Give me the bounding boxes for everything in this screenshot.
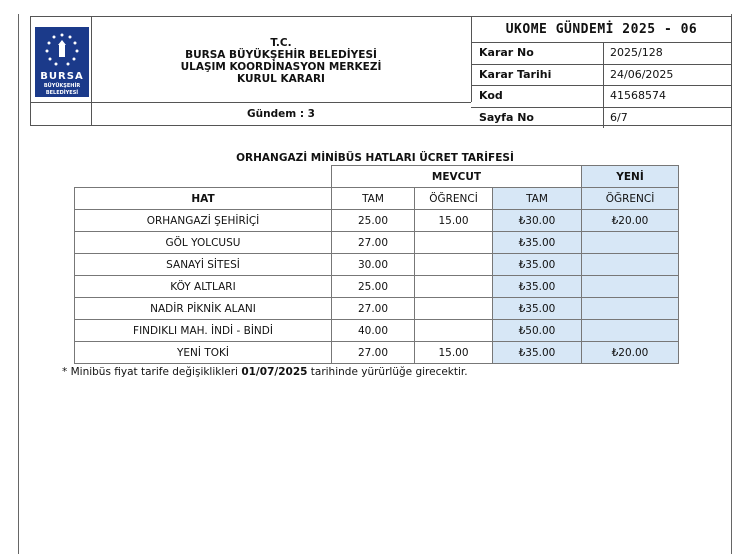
title-cell [91,17,472,102]
group-new: YENİ [582,166,679,188]
info-row-kod [471,86,732,108]
logo-subtitle-1: BÜYÜKŞEHİR [43,83,81,89]
cell-hat: SANAYİ SİTESİ [75,254,332,276]
document-header [30,16,732,126]
cell-ogrenci [415,320,493,342]
title-board: KURUL KARARI [237,73,325,85]
col-header-ogrenci: ÖĞRENCİ [415,188,493,210]
empty-corner [75,166,332,188]
col-header-new-tam: TAM [493,188,582,210]
footnote-suffix: tarihinde yürürlüğe girecektir. [307,366,468,378]
cell-hat: FINDIKLI MAH. İNDİ - BİNDİ [75,320,332,342]
info-label: Sayfa No [479,110,534,124]
tariff-table-title: ORHANGAZİ MİNİBÜS HATLARI ÜCRET TARİFESİ [236,152,514,164]
cell-new-tam: ₺30.00 [493,210,582,232]
cell-new-ogrenci: ₺20.00 [582,342,679,364]
table-group-header [75,166,679,188]
tariff-table [74,165,679,364]
table-row [75,254,679,276]
cell-tam: 27.00 [332,298,415,320]
cell-new-tam: ₺35.00 [493,254,582,276]
col-header-hat: HAT [75,188,332,210]
table-row [75,320,679,342]
table-row [75,232,679,254]
table-row [75,276,679,298]
cell-hat: KÖY ALTLARI [75,276,332,298]
cell-tam: 25.00 [332,276,415,298]
group-current: MEVCUT [332,166,582,188]
cell-ogrenci [415,298,493,320]
table-row [75,342,679,364]
col-header-new-ogrenci: ÖĞRENCİ [582,188,679,210]
cell-new-tam: ₺50.00 [493,320,582,342]
cell-hat: GÖL YOLCUSU [75,232,332,254]
cell-tam: 25.00 [332,210,415,232]
info-value: 2025/128 [603,43,731,64]
info-value: 6/7 [603,108,731,129]
info-label: Kod [479,89,503,102]
info-value: 41568574 [603,86,731,107]
cell-ogrenci [415,232,493,254]
stars-emblem-icon [43,31,81,69]
cell-ogrenci [415,276,493,298]
info-row-karar-tarihi [471,65,732,87]
cell-new-tam: ₺35.00 [493,342,582,364]
cell-ogrenci: 15.00 [415,210,493,232]
title-center: ULAŞIM KOORDİNASYON MERKEZİ [180,61,382,73]
cell-new-ogrenci [582,276,679,298]
footnote-prefix: * Minibüs fiyat tarife değişiklikleri [62,366,242,378]
bursa-logo [35,27,89,97]
cell-new-tam: ₺35.00 [493,298,582,320]
cell-new-ogrenci [582,232,679,254]
cell-new-ogrenci [582,320,679,342]
logo-name: BURSA [40,71,84,82]
logo-subtitle-2: BELEDİYESİ [45,90,79,96]
cell-ogrenci: 15.00 [415,342,493,364]
table-row [75,298,679,320]
info-label: Karar No [479,46,534,59]
cell-new-tam: ₺35.00 [493,276,582,298]
under-logo-cell [31,102,92,126]
col-header-tam: TAM [332,188,415,210]
cell-new-tam: ₺35.00 [493,232,582,254]
title-tc: T.C. [270,37,292,49]
cell-tam: 30.00 [332,254,415,276]
cell-tam: 27.00 [332,232,415,254]
info-row-karar-no [471,43,732,65]
info-label: Karar Tarihi [479,67,552,81]
info-row-sayfa-no [471,108,732,129]
cell-hat: NADİR PİKNİK ALANI [75,298,332,320]
cell-hat: YENİ TOKİ [75,342,332,364]
table-row [75,210,679,232]
cell-new-ogrenci [582,298,679,320]
footnote [62,366,468,378]
logo-cell [31,17,92,102]
footnote-date: 01/07/2025 [241,366,308,378]
agenda-title: UKOME GÜNDEMİ 2025 - 06 [471,17,732,43]
cell-new-ogrenci [582,254,679,276]
cell-hat: ORHANGAZİ ŞEHİRİÇİ [75,210,332,232]
cell-ogrenci [415,254,493,276]
title-municipality: BURSA BÜYÜKŞEHİR BELEDİYESİ [185,49,377,61]
cell-tam: 27.00 [332,342,415,364]
cell-new-ogrenci: ₺20.00 [582,210,679,232]
table-column-header [75,188,679,210]
agenda-number: Gündem : 3 [91,102,471,126]
cell-tam: 40.00 [332,320,415,342]
decision-info [471,17,732,125]
info-value: 24/06/2025 [603,65,731,86]
